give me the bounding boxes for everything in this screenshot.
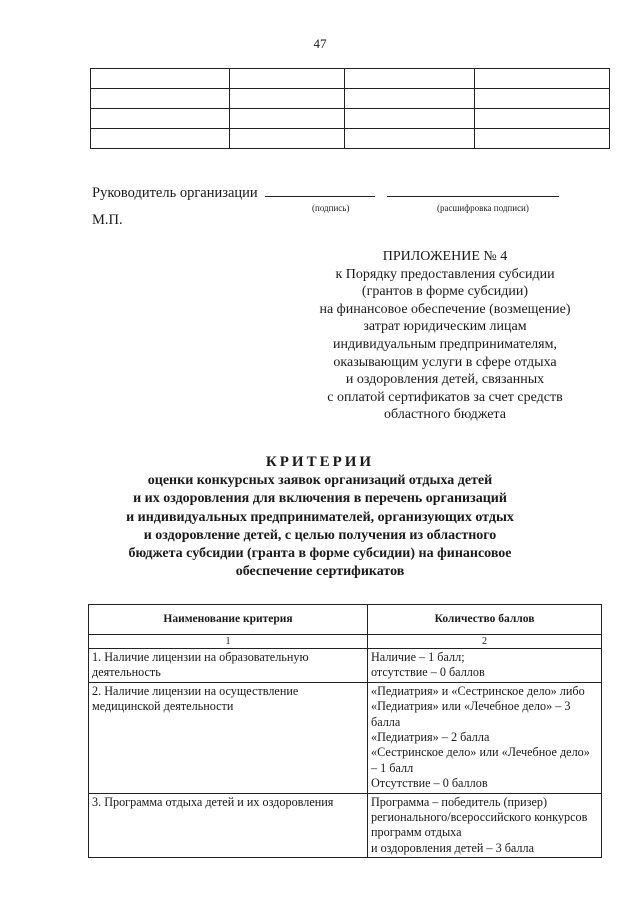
column-number-row: [89, 635, 602, 649]
table-cell: [91, 69, 230, 89]
criterion-cell: 3. Программа отдыха детей и их оздоровления: [89, 793, 368, 858]
table-row: [89, 793, 602, 858]
stamp-label: М.П.: [92, 212, 123, 228]
subtitle-line: бюджета субсидии (гранта в форме субсидии) на финансовое: [128, 546, 512, 562]
table-cell: [230, 89, 345, 109]
points-line: и оздоровления детей – 3 балла: [371, 840, 535, 855]
table-row: [91, 109, 610, 129]
column-number: 2: [368, 635, 602, 649]
points-line: «Педиатрия» – 2 балла: [371, 730, 490, 745]
table-cell: [475, 89, 610, 109]
signature-caption: (подпись): [312, 203, 350, 213]
decoding-blank: [387, 182, 559, 197]
points-line: отсутствие – 0 баллов: [371, 665, 485, 680]
subtitle-line: и оздоровление детей, с целью получения из областного: [143, 527, 497, 543]
appendix-line: областного бюджета: [384, 407, 506, 423]
appendix-line: (грантов в форме субсидии): [361, 284, 529, 300]
criteria-table: [88, 604, 602, 858]
table-cell: [230, 109, 345, 129]
criteria-title: КРИТЕРИИ: [265, 454, 375, 470]
table-cell: [91, 109, 230, 129]
criterion-cell: 2. Наличие лицензии на осуществление медицинской деятельности: [89, 682, 368, 793]
appendix-block: [290, 248, 600, 424]
criteria-subtitle: [0, 472, 640, 582]
table-row: [91, 129, 610, 149]
empty-signature-table: [90, 68, 610, 149]
table-cell: [345, 89, 475, 109]
table-cell: [345, 129, 475, 149]
points-cell: [368, 682, 602, 793]
appendix-line: индивидуальным предпринимателям,: [333, 336, 557, 352]
table-row: [89, 649, 602, 683]
column-number: 1: [89, 635, 368, 649]
subtitle-line: оценки конкурсных заявок организаций отдыха детей: [147, 473, 493, 488]
signature-blank: [265, 182, 375, 197]
manager-label: Руководитель организации: [92, 185, 258, 201]
points-line: Наличие – 1 балл;: [371, 650, 465, 664]
appendix-line: с оплатой сертификатов за счет средств: [327, 389, 563, 405]
subtitle-line: обеспечение сертификатов: [235, 564, 405, 580]
table-cell: [230, 69, 345, 89]
appendix-line: на финансовое обеспечение (возмещение): [319, 301, 571, 317]
points-line: Отсутствие – 0 баллов: [371, 776, 488, 791]
table-cell: [345, 109, 475, 129]
table-cell: [475, 69, 610, 89]
table-row: [91, 89, 610, 109]
table-cell: [91, 89, 230, 109]
appendix-line: затрат юридическим лицам: [363, 319, 527, 335]
appendix-line: оказывающим услуги в сфере отдыха: [333, 354, 557, 370]
header-points: Количество баллов: [368, 605, 602, 635]
table-cell: [475, 109, 610, 129]
table-header-row: [89, 605, 602, 635]
table-cell: [91, 129, 230, 149]
table-cell: [230, 129, 345, 149]
criterion-cell: 1. Наличие лицензии на образовательную деятельность: [89, 649, 368, 683]
page-number: 47: [313, 36, 327, 51]
subtitle-line: и их оздоровления для включения в перечень организаций: [133, 491, 507, 507]
subtitle-line: и индивидуальных предпринимателей, организующих отдых: [126, 509, 514, 525]
criteria-heading: [0, 452, 640, 582]
points-line: «Педиатрия» и «Сестринское дело» либо «Педиатрия» или «Лечебное дело» – 3 балла: [371, 683, 585, 729]
table-row: [91, 69, 610, 89]
appendix-line: и оздоровления детей, связанных: [345, 372, 545, 388]
table-cell: [345, 69, 475, 89]
table-cell: [475, 129, 610, 149]
signature-line: [92, 182, 559, 202]
points-line: «Сестринское дело» или «Лечебное дело» – 1 балл: [371, 745, 590, 775]
points-cell: [368, 793, 602, 858]
decoding-caption: (расшифровка подписи): [437, 203, 529, 213]
appendix-line: к Порядку предоставления субсидии: [335, 266, 555, 282]
table-row: [89, 682, 602, 793]
header-criterion: Наименование критерия: [89, 605, 368, 635]
appendix-line: ПРИЛОЖЕНИЕ № 4: [382, 249, 508, 264]
points-line: Программа – победитель (призер) регионального/всероссийского конкурсов программ отдыха: [371, 794, 588, 840]
points-cell: [368, 649, 602, 683]
